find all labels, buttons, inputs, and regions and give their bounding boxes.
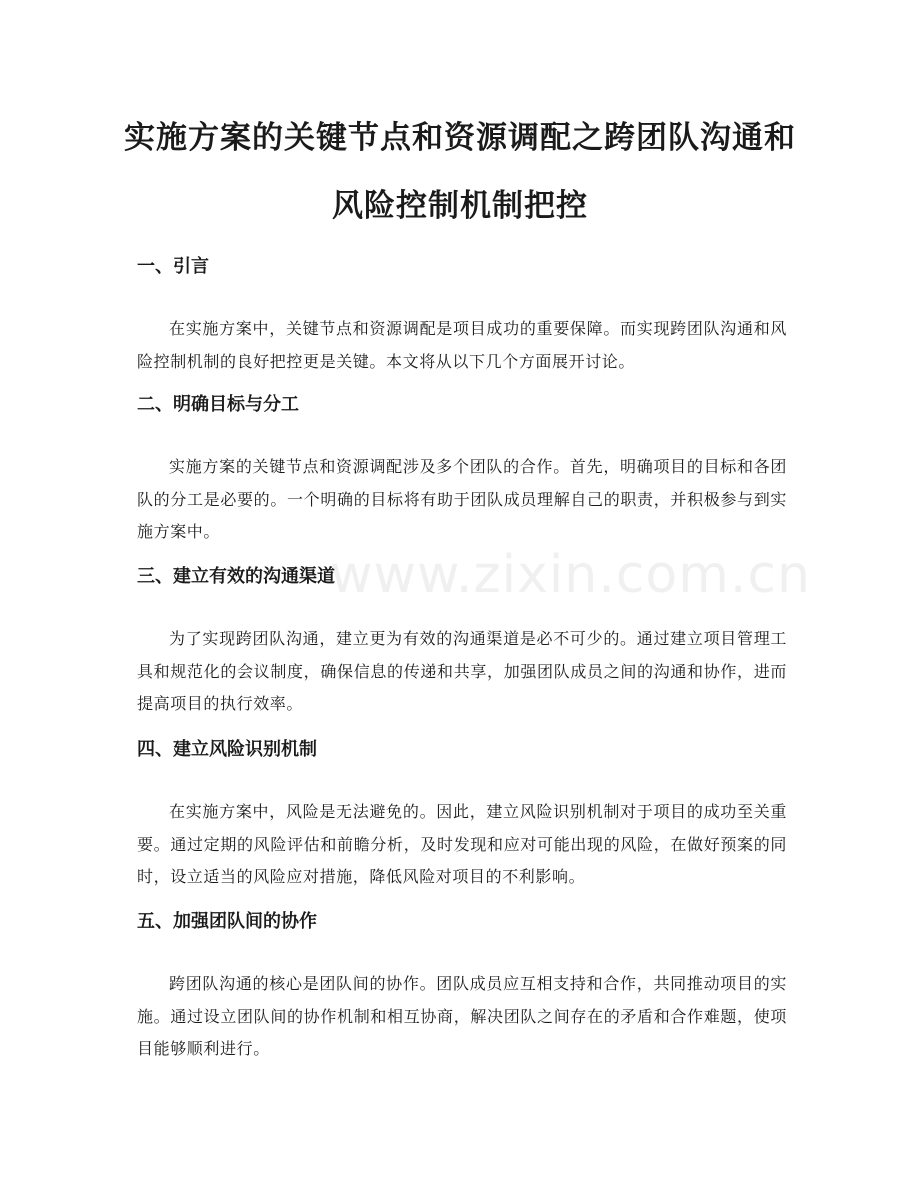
section-goals [137, 393, 787, 549]
section-paragraph: 实施方案的关键节点和资源调配涉及多个团队的合作。首先，明确项目的目标和各团队的分工是必要的。一个明确的目标将有助于团队成员理解自己的职责，并积极参与到实施方案中。 [137, 457, 787, 541]
section-introduction [137, 255, 787, 378]
section-heading: 一、引言 [137, 256, 209, 277]
section-paragraph: 在实施方案中，关键节点和资源调配是项目成功的重要保障。而实现跨团队沟通和风险控制机制的良好把控更是关键。本文将从以下几个方面展开讨论。 [137, 319, 787, 371]
section-paragraph: 在实施方案中，风险是无法避免的。因此，建立风险识别机制对于项目的成功至关重要。通过定期的风险评估和前瞻分析，及时发现和应对可能出现的风险，在做好预案的同时，设立适当的风险应对措施，降低风险对项目的不利影响。 [137, 802, 787, 886]
section-collaboration [137, 910, 787, 1066]
watermark: www.zixin.com.cn [330, 545, 811, 605]
section-heading: 三、建立有效的沟通渠道 [137, 566, 335, 587]
section-heading: 五、加强团队间的协作 [137, 911, 317, 932]
section-risk [137, 738, 787, 894]
section-paragraph: 为了实现跨团队沟通，建立更为有效的沟通渠道是必不可少的。通过建立项目管理工具和规范化的会议制度，确保信息的传递和共享，加强团队成员之间的沟通和协作，进而提高项目的执行效率。 [137, 629, 787, 713]
section-heading: 二、明确目标与分工 [137, 394, 299, 415]
section-communication [137, 565, 787, 721]
section-heading: 四、建立风险识别机制 [137, 739, 317, 760]
section-paragraph: 跨团队沟通的核心是团队间的协作。团队成员应互相支持和合作，共同推动项目的实施。通过设立团队间的协作机制和相互协商，解决团队之间存在的矛盾和合作难题，使项目能够顺利进行。 [137, 974, 787, 1058]
document-title: 实施方案的关键节点和资源调配之跨团队沟通和风险控制机制把控 [124, 120, 796, 224]
